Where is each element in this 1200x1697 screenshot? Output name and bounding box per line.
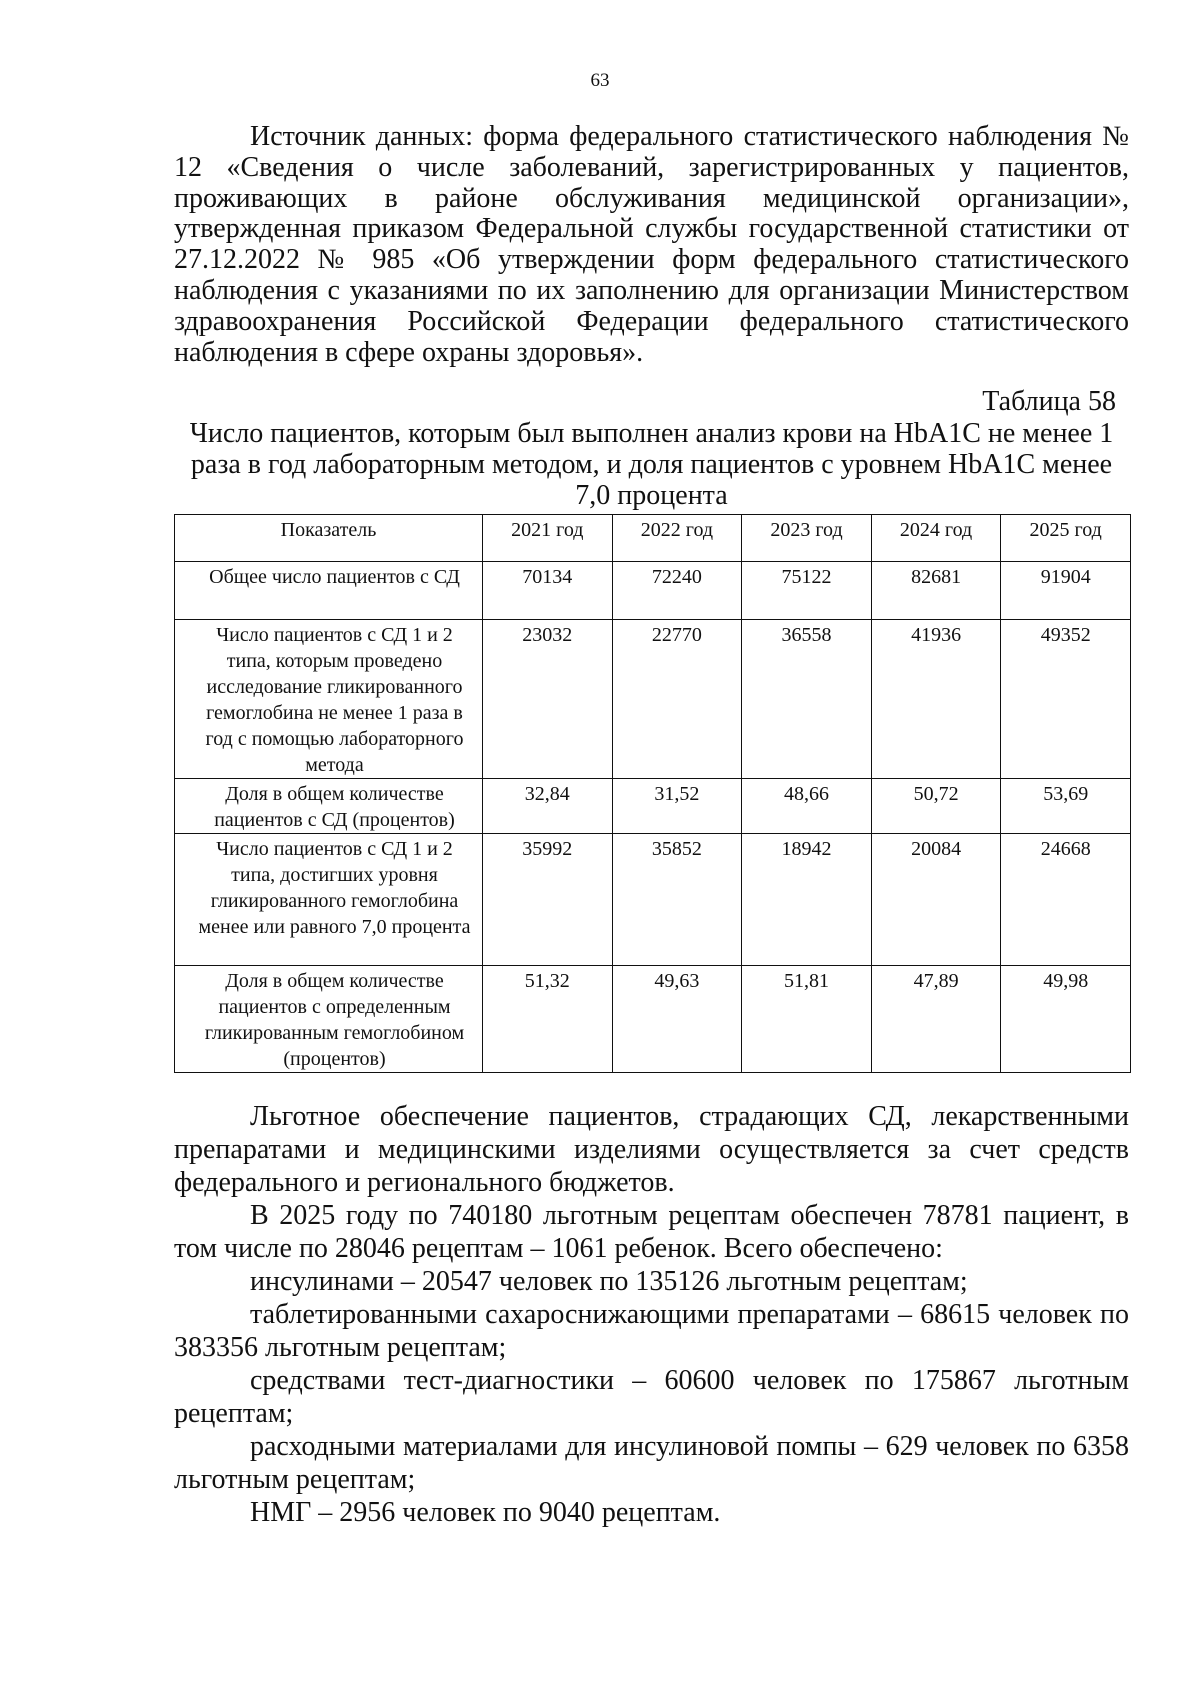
- cell-value: 36558: [742, 620, 872, 779]
- cell-value: 22770: [612, 620, 742, 779]
- cell-value: 91904: [1001, 562, 1131, 620]
- table-header-row: [175, 515, 1131, 562]
- table-row: [175, 562, 1131, 620]
- cell-value: 49352: [1001, 620, 1131, 779]
- body-text: [174, 1100, 1129, 1529]
- cell-value: 35992: [483, 834, 613, 966]
- cell-value: 48,66: [742, 779, 872, 834]
- header-year-2023: 2023 год: [742, 515, 872, 562]
- paragraph-2025-summary: В 2025 году по 740180 льготным рецептам обеспечен 78781 пациент, в том числе по 28046 рецептам – 1061 ребенок. Всего обеспечено:: [174, 1200, 1129, 1264]
- table-row: [175, 779, 1131, 834]
- cell-value: 47,89: [871, 966, 1001, 1073]
- row-indicator: Общее число пациентов с СД: [175, 562, 483, 620]
- cell-value: 51,81: [742, 966, 872, 1073]
- row-indicator: Доля в общем количестве пациентов с определенным гликированным гемоглобином (процентов): [175, 966, 483, 1073]
- cell-value: 20084: [871, 834, 1001, 966]
- row-indicator: Число пациентов с СД 1 и 2 типа, которым проведено исследование гликированного гемоглобина не менее 1 раза в год с помощью лабораторного метода: [175, 620, 483, 779]
- source-paragraph: Источник данных: форма федерального статистического наблюдения № 12 «Сведения о числе заболеваний, зарегистрированных у пациентов, проживающих в районе обслуживания медицинской организации», утвержденная приказом Федеральной службы государственной статистики от 27.12.2022 № 985 «Об утверждении форм федерального статистического наблюдения с указаниями по их заполнению для организации Министерством здравоохранения Российской Федерации федерального статистического наблюдения в сфере охраны здоровья».: [174, 121, 1129, 368]
- cell-value: 35852: [612, 834, 742, 966]
- data-table: [174, 514, 1131, 1073]
- header-indicator: Показатель: [175, 515, 483, 562]
- table-row: [175, 966, 1131, 1073]
- cell-value: 24668: [1001, 834, 1131, 966]
- cell-value: 72240: [612, 562, 742, 620]
- cell-value: 41936: [871, 620, 1001, 779]
- list-item-insulins: инсулинами – 20547 человек по 135126 льготным рецептам;: [250, 1266, 968, 1297]
- header-year-2025: 2025 год: [1001, 515, 1131, 562]
- cell-value: 70134: [483, 562, 613, 620]
- row-indicator: Число пациентов с СД 1 и 2 типа, достигших уровня гликированного гемоглобина менее или равного 7,0 процента: [175, 834, 483, 966]
- header-year-2022: 2022 год: [612, 515, 742, 562]
- cell-value: 23032: [483, 620, 613, 779]
- cell-value: 49,98: [1001, 966, 1131, 1073]
- page-number: 63: [590, 70, 610, 91]
- cell-value: 82681: [871, 562, 1001, 620]
- cell-value: 53,69: [1001, 779, 1131, 834]
- cell-value: 75122: [742, 562, 872, 620]
- list-item-pump-supplies: расходными материалами для инсулиновой помпы – 629 человек по 6358 льготным рецептам;: [174, 1431, 1129, 1495]
- table-caption: Число пациентов, которым был выполнен анализ крови на HbA1C не менее 1 раза в год лабораторным методом, и доля пациентов с уровнем HbA1C менее 7,0 процента: [189, 418, 1114, 511]
- table-row: [175, 620, 1131, 779]
- header-year-2021: 2021 год: [483, 515, 613, 562]
- cell-value: 50,72: [871, 779, 1001, 834]
- cell-value: 51,32: [483, 966, 613, 1073]
- table-label: Таблица 58: [982, 386, 1116, 417]
- list-item-nmg: НМГ – 2956 человек по 9040 рецептам.: [250, 1497, 721, 1528]
- cell-value: 32,84: [483, 779, 613, 834]
- cell-value: 49,63: [612, 966, 742, 1073]
- list-item-test-diagnostics: средствами тест-диагностики – 60600 человек по 175867 льготным рецептам;: [174, 1365, 1129, 1429]
- cell-value: 31,52: [612, 779, 742, 834]
- list-item-tablets: таблетированными сахароснижающими препаратами – 68615 человек по 383356 льготным рецептам;: [174, 1299, 1129, 1363]
- table-row: [175, 834, 1131, 966]
- paragraph-benefits: Льготное обеспечение пациентов, страдающих СД, лекарственными препаратами и медицинскими изделиями осуществляется за счет средств федерального и регионального бюджетов.: [174, 1101, 1129, 1198]
- header-year-2024: 2024 год: [871, 515, 1001, 562]
- cell-value: 18942: [742, 834, 872, 966]
- row-indicator: Доля в общем количестве пациентов с СД (процентов): [175, 779, 483, 834]
